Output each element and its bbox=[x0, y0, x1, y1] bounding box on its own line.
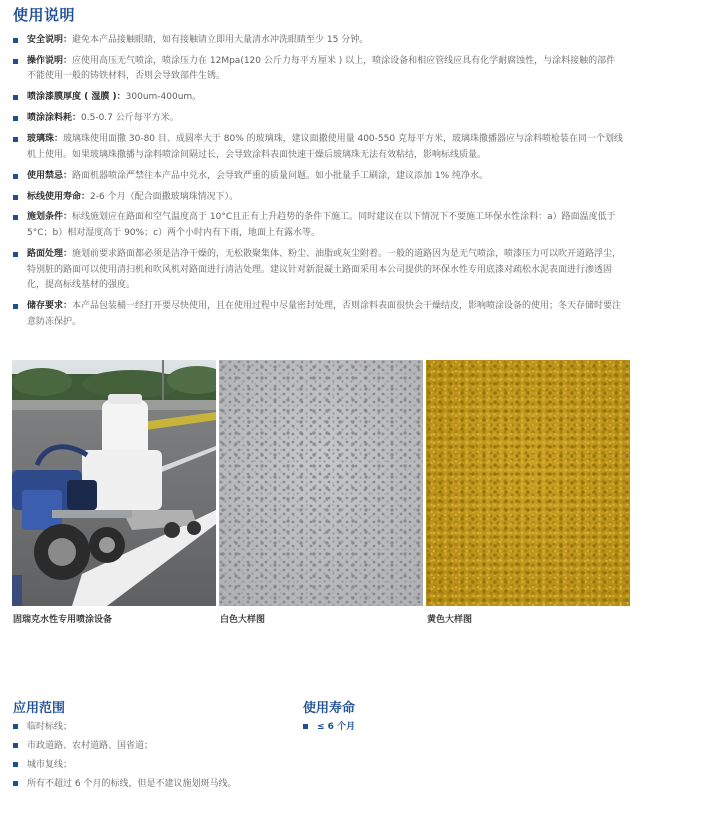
bullet-icon bbox=[13, 743, 18, 748]
application-item-text: 市政道路、农村道路、国省道； bbox=[27, 741, 154, 751]
usage-text: 本产品包装桶一经打开要尽快使用，且在使用过程中尽量密封处理，否则涂料表面很快会干燥结皮，影响喷涂设备的使用；冬天存储时要注意防冻保护。 bbox=[27, 300, 622, 327]
usage-label: 操作说明： bbox=[27, 55, 73, 66]
bullet-icon bbox=[303, 724, 308, 729]
application-title: 应用范围 bbox=[13, 701, 66, 716]
usage-item-prohibition bbox=[13, 169, 623, 185]
application-list bbox=[13, 721, 283, 797]
usage-text: 应使用高压无气喷涂，喷涂压力在 12Mpa(120 公斤力每平方厘米 ) 以上，喷涂设备和相应管线应具有化学耐腐蚀性，与涂料接触的部件不能使用一般的铸铁材料，否则会导致部件生锈。 bbox=[27, 55, 616, 82]
usage-item-consumption bbox=[13, 111, 623, 127]
usage-label: 玻璃珠： bbox=[27, 134, 64, 145]
usage-label: 施划条件： bbox=[27, 212, 73, 223]
usage-label: 标线使用寿命： bbox=[27, 191, 91, 202]
application-item-text: 所有不超过 6 个月的标线，但是不建议施划斑马线。 bbox=[27, 779, 237, 789]
spray-equipment-photo bbox=[12, 360, 216, 606]
application-item bbox=[13, 740, 283, 752]
usage-item-marking-life bbox=[13, 190, 623, 206]
usage-text: 玻璃珠使用面撒 30-80 目、成圆率大于 80% 的玻璃珠，建议面撒使用量 400-550 克每平方米，玻璃珠撒播器应与涂料喷枪装在同一个划线机上使用。如果玻璃珠撒播与涂料喷涂间隔过长，会导致涂料表面快速干燥后玻璃珠无法有效粘结，影响标线质量。 bbox=[27, 134, 623, 160]
white-sample-photo bbox=[219, 360, 423, 606]
usage-item-storage bbox=[13, 299, 623, 330]
bullet-icon bbox=[13, 252, 18, 257]
usage-text: 300um-400um。 bbox=[125, 92, 202, 103]
usage-text: 路面机器喷涂严禁往本产品中兑水，会导致严重的质量问题。如小批量手工刷涂，建议添加 1% 纯净水。 bbox=[72, 170, 489, 181]
usage-text: 0.5-0.7 公斤每平方米。 bbox=[81, 113, 179, 124]
usage-item-surface-prep bbox=[13, 247, 623, 294]
photo-caption-white: 白色大样图 bbox=[220, 615, 266, 625]
application-item-text: 临时标线； bbox=[27, 722, 73, 732]
bullet-icon bbox=[13, 38, 18, 43]
usage-label: 喷涂涂料耗： bbox=[27, 113, 82, 124]
usage-text: 2-6 个月（配合面撒玻璃珠情况下）。 bbox=[90, 191, 239, 202]
bullet-icon bbox=[13, 781, 18, 786]
usage-label: 路面处理： bbox=[27, 248, 73, 259]
bullet-icon bbox=[13, 59, 18, 64]
bullet-icon bbox=[13, 762, 18, 767]
page-title: 使用说明 bbox=[13, 6, 76, 24]
usage-label: 喷涂漆膜厚度 ( 湿膜 )： bbox=[27, 92, 126, 103]
application-item bbox=[13, 759, 283, 771]
usage-text: 施划前要求路面都必须是洁净干燥的，无松散聚集体、粉尘、油脂或灰尘附着。一般的道路因为是无气喷涂，喷漆压力可以吹开道路浮尘，特别脏的路面可以使用清扫机和吹风机对路面进行清洁处理。建议针对新混凝土路面采用本公司提供的环保水性专用底漆对疏松水泥表面进行渗透固化，提高标线基材的强度。 bbox=[27, 248, 622, 291]
service-life-title: 使用寿命 bbox=[303, 701, 356, 716]
yellow-sample-photo bbox=[426, 360, 630, 606]
service-life-item bbox=[303, 721, 355, 733]
bullet-icon bbox=[13, 95, 18, 100]
bullet-icon bbox=[13, 174, 18, 179]
usage-label: 安全说明： bbox=[27, 35, 73, 45]
usage-label: 储存要求： bbox=[27, 300, 73, 311]
bullet-icon bbox=[13, 195, 18, 200]
usage-item-operation bbox=[13, 54, 623, 85]
photo-caption-yellow: 黄色大样图 bbox=[427, 615, 473, 625]
photo-caption-equipment: 固瑞克水性专用喷涂设备 bbox=[13, 615, 113, 625]
bullet-icon bbox=[13, 137, 18, 142]
bullet-icon bbox=[13, 724, 18, 729]
usage-list bbox=[13, 33, 623, 335]
usage-text: 标线施划应在路面和空气温度高于 10°C且正有上升趋势的条件下施工。同时建议在以下情况下不要施工环保水性涂料：a）路面温度低于 5°C；b）相对湿度高于 90%；c）两个小时内有下雨，地面上有露水等。 bbox=[27, 212, 616, 239]
usage-text: 避免本产品接触眼睛，如有接触请立即用大量清水冲洗眼睛至少 15 分钟。 bbox=[72, 35, 369, 45]
bullet-icon bbox=[13, 304, 18, 309]
bullet-icon bbox=[13, 215, 18, 220]
application-item bbox=[13, 778, 283, 790]
usage-item-conditions bbox=[13, 210, 623, 241]
usage-label: 使用禁忌： bbox=[27, 170, 73, 181]
usage-item-film-thickness bbox=[13, 90, 623, 106]
service-life-value: ≤ 6 个月 bbox=[317, 722, 356, 732]
usage-item-safety bbox=[13, 33, 623, 49]
application-item bbox=[13, 721, 283, 733]
bullet-icon bbox=[13, 116, 18, 121]
usage-item-glass-beads bbox=[13, 132, 623, 163]
application-item-text: 城市复线； bbox=[27, 760, 73, 770]
